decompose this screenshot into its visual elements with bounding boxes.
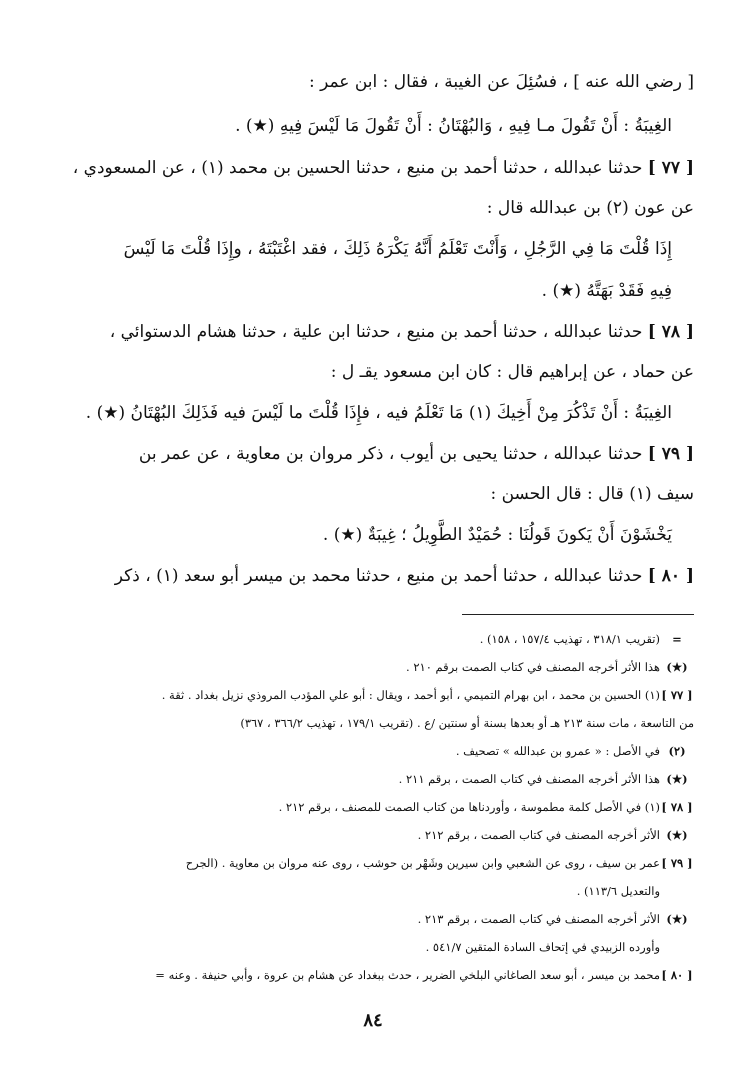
footnote-text: الأثر أخرجه المصنف في كتاب الصمت ، برقم ٢١٣ . وأورده الزبيدي في إتحاف السادة المتقين ٥٤١/٧ .: [417, 912, 660, 954]
main-text: [46, 60, 694, 596]
page-number: ٨٤: [363, 1010, 383, 1031]
footnote: [46, 765, 694, 793]
quote-line: الغِيبَةُ : أَنْ تَذْكُرَ مِنْ أَخِيكَ (١) مَا تَعْلَمُ فيه ، فإِذَا قُلْتَ ما لَيْسَ فيه فَذَلِكَ البُهْتَانُ (★) .: [85, 403, 672, 423]
quote-block: [46, 228, 694, 312]
footnote-text: هذا الأثر أخرجه المصنف في كتاب الصمت ، برقم ٢١١ .: [398, 772, 660, 786]
text-line: [ ٧٩ ] حدثنا عبدالله ، حدثنا يحيى بن أيوب ، ذكر مروان بن معاوية ، عن عمر بن: [138, 444, 694, 464]
quote-line: إِذَا قُلْتَ مَا فِي الرَّجُلِ ، وَأَنْتَ تَعْلَمُ أَنَّهُ يَكْرَهُ ذَلِكَ ، فقد اغْتَبْتَهُ ، وإِذَا قُلْتَ مَا لَيْسَ: [123, 239, 672, 259]
footnote-text: الأثر أخرجه المصنف في كتاب الصمت ، برقم ٢١٢ .: [417, 828, 660, 842]
paragraph-78: [46, 312, 694, 434]
footnote-text: (تقريب ٣١٨/١ ، تهذيب ١٥٧/٤ ، ١٥٨) .: [479, 632, 660, 646]
footnote-mark: (★): [666, 828, 688, 842]
athar-number: [ ٧٩ ]: [647, 444, 694, 464]
text-line: عن عون (٢) بن عبدالله قال :: [486, 198, 694, 218]
quote-block: [46, 392, 694, 434]
footnote: [46, 821, 694, 849]
footnote: [46, 793, 694, 821]
paragraph-79: [46, 434, 694, 556]
footnotes: [46, 625, 694, 989]
footnote-mark: =: [672, 632, 682, 646]
athar-number: [ ٨٠ ]: [647, 566, 694, 586]
footnote-text: (١) الحسين بن محمد ، ابن بهرام التميمي ، أبو أحمد ، ويقال : أبو علي المؤدب المروذي نزيل بغداد . ثقة . من التاسعة ، مات سنة ٢١٣ هـ أو بعدها بسنة أو سنتين /ع . (تقريب ١٧٩/١ ، تهذيب ٣٦٦/٢ ، ٣٦٧): [161, 688, 694, 730]
text-line: عن حماد ، عن إبراهيم قال : كان ابن مسعود يقـ ل :: [330, 362, 694, 382]
footnote: [46, 653, 694, 681]
footnote: [46, 905, 694, 961]
footnote: [46, 625, 694, 653]
text-line: [ ٧٧ ] حدثنا عبدالله ، حدثنا أحمد بن منيع ، حدثنا الحسين بن محمد (١) ، عن المسعودي ،: [72, 158, 694, 178]
footnote: [46, 681, 694, 737]
footnote-text: عمر بن سيف ، روى عن الشعبي وابن سيرين وشَهْر بن حوشب ، روى عنه مروان بن معاوية . (الجرح والتعديل ١١٣/٦) .: [185, 856, 660, 898]
footnote-mark: (٢): [668, 744, 686, 758]
footnote-text: هذا الأثر أخرجه المصنف في كتاب الصمت برقم ٢١٠ .: [406, 660, 660, 674]
footnote-mark: (★): [666, 912, 688, 926]
footnote-text: (١) في الأصل كلمة مطموسة ، وأوردناها من كتاب الصمت للمصنف ، برقم ٢١٢ .: [278, 800, 660, 814]
text-line: [ ٨٠ ] حدثنا عبدالله ، حدثنا أحمد بن منيع ، حدثنا محمد بن ميسر أبو سعد (١) ، ذكر: [114, 566, 694, 586]
footnote-text: محمد بن ميسر ، أبو سعد الصاغاني البلخي الضرير ، حدث ببغداد عن هشام بن عروة ، وأبي حنيفة . وعنه =: [155, 968, 660, 982]
footnote-mark: [ ٨٠ ]: [661, 968, 693, 982]
footnote-text: في الأصل : « عمرو بن عبدالله » تصحيف .: [455, 744, 660, 758]
footnote-mark: (★): [666, 772, 688, 786]
quote-block: [46, 514, 694, 556]
text-line: [ رضي الله عنه ] ، فسُئِلَ عن الغيبة ، فقال : ابن عمر :: [308, 72, 694, 92]
text-line: سيف (١) قال : قال الحسن :: [490, 484, 694, 504]
footnote-mark: [ ٧٩ ]: [661, 856, 693, 870]
footnote-mark: [ ٧٨ ]: [661, 800, 693, 814]
text-line: [ ٧٨ ] حدثنا عبدالله ، حدثنا أحمد بن منيع ، حدثنا ابن علية ، حدثنا هشام الدستوائي ،: [109, 322, 694, 342]
footnote-mark: (★): [666, 660, 688, 674]
footnote: [46, 961, 694, 989]
athar-number: [ ٧٨ ]: [647, 322, 694, 342]
footnote-mark: [ ٧٧ ]: [661, 688, 693, 702]
quote-line: فِيهِ فَقَدْ بَهَتَّهُ (★) .: [541, 281, 672, 301]
quote-line: الغِيبَةُ : أَنْ تَقُولَ مـا فِيهِ ، وَالبُهْتَانُ : أَنْ تَقُولَ مَا لَيْسَ فِيهِ (★) .: [235, 116, 672, 136]
athar-number: [ ٧٧ ]: [647, 158, 694, 178]
footnote-separator: [462, 614, 694, 615]
quote-line: يَخْشَوْنَ أَنْ يَكونَ قَولُنَا : حُمَيْدٌ الطَّوِيلُ ؛ غِيبَةٌ (★) .: [322, 525, 672, 545]
paragraph-77: [46, 148, 694, 312]
footnote: [46, 849, 694, 905]
footnote: [46, 737, 694, 765]
paragraph-80: [46, 556, 694, 596]
